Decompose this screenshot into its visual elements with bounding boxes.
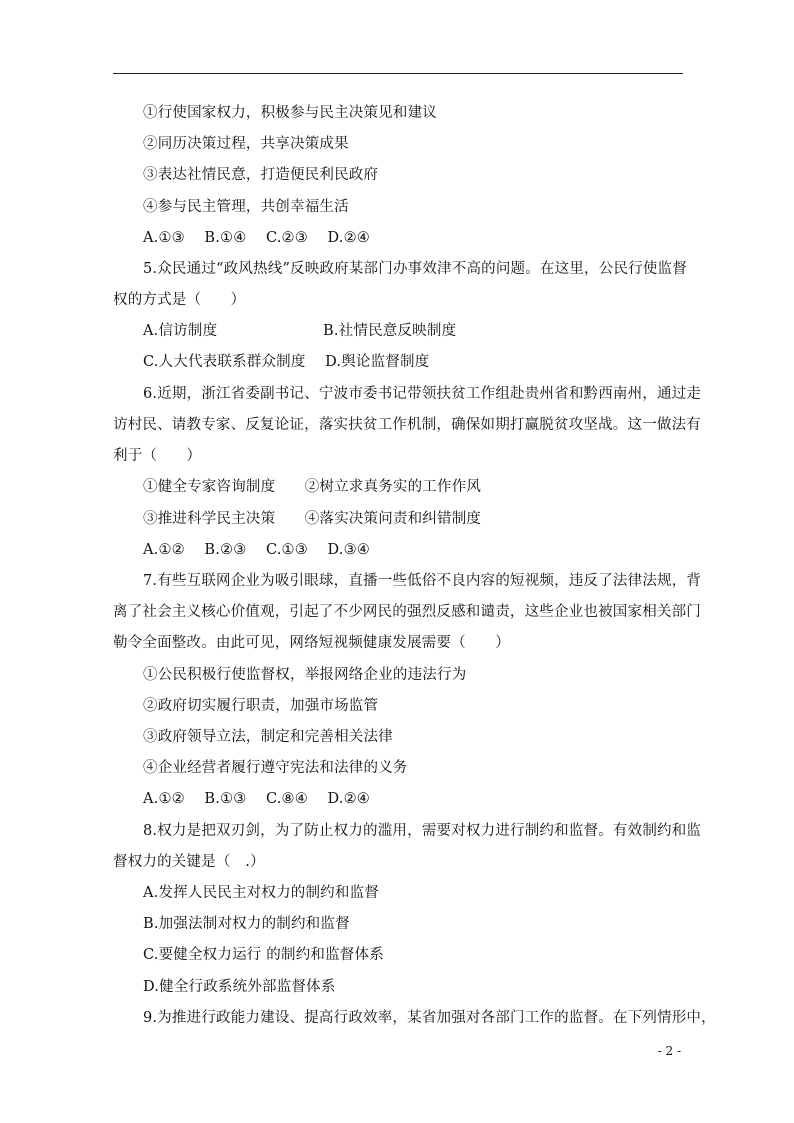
- q7-options: A.①② B.①③ C.⑧④ D.②④: [143, 791, 370, 807]
- q4-options: A.①③ B.①④ C.②③ D.②④: [143, 230, 370, 246]
- q8-option-b: B.加强法制对权力的制约和监督: [143, 916, 350, 932]
- q8-option-d: D.健全行政系统外部监督体系: [143, 979, 336, 995]
- q5-stem-line-1: 5.众民通过“政风热线”反映政府某部门办事效津不高的问题。在这里，公民行使监督: [143, 261, 687, 277]
- q4-item-1: ①行使国家权力，积极参与民主决策见和建议: [143, 105, 437, 121]
- q4-item-4: ④参与民主管理，共创幸福生活: [143, 199, 349, 215]
- q5-option-cd: C.人大代表联系群众制度 D.舆论监督制度: [143, 354, 430, 370]
- q8-option-c: C.要健全权力运行 的制约和监督体系: [143, 947, 384, 963]
- q5-option-b: B.社情民意反映制度: [323, 323, 457, 339]
- q7-stem-line-2: 离了社会主义核心价值观，引起了不少网民的强烈反感和谴责，这些企业也被国家相关部门: [113, 604, 701, 620]
- page-number: - 2 -: [657, 1044, 681, 1058]
- q9-stem-line-1: 9.为推进行政能力建设、提高行政效率，某省加强对各部门工作的监督。在下列情形中，: [143, 1010, 716, 1026]
- q7-stem-line-1: 7.有些互联网企业为吸引眼球，直播一些低俗不良内容的短视频，违反了法律法规，背: [143, 573, 702, 589]
- q6-items-line-2: ③推进科学民主决策 ④落实决策问责和纠错制度: [143, 511, 482, 527]
- q6-items-line-1: ①健全专家咨询制度 ②树立求真务实的工作作风: [143, 479, 482, 495]
- q8-option-a: A.发挥人民民主对权力的制约和监督: [143, 885, 379, 901]
- q5-stem-line-2: 权的方式是（ ）: [113, 292, 246, 308]
- q6-stem-line-2: 访村民、请教专家、反复论证，落实扶贫工作机制，确保如期打赢脱贫攻坚战。这一做法有: [113, 417, 701, 433]
- q7-stem-line-3: 勒令全面整改。由此可见，网络短视频健康发展需要（ ）: [113, 635, 510, 651]
- q6-options: A.①② B.②③ C.①③ D.③④: [143, 542, 370, 558]
- q5-option-a: A.信访制度: [143, 323, 218, 339]
- q7-item-3: ③政府领导立法，制定和完善相关法律: [143, 729, 393, 745]
- header-rule: [113, 73, 683, 74]
- q8-stem-line-1: 8.权力是把双刃剑，为了防止权力的滥用，需要对权力进行制约和监督。有效制约和监: [143, 823, 702, 839]
- q7-item-4: ④企业经营者履行遵守宪法和法律的义务: [143, 760, 408, 776]
- q8-stem-line-2: 督权力的关键是（ .）: [113, 854, 265, 870]
- q6-stem-line-3: 利于（ ）: [113, 448, 202, 464]
- q7-item-2: ②政府切实履行职责，加强市场监管: [143, 698, 379, 714]
- q4-item-3: ③表达社情民意，打造便民利民政府: [143, 167, 379, 183]
- q4-item-2: ②同历决策过程，共享决策成果: [143, 136, 349, 152]
- q7-item-1: ①公民积极行使监督权，举报网络企业的违法行为: [143, 667, 467, 683]
- q6-stem-line-1: 6.近期，浙江省委副书记、宁波市委书记带领扶贫工作组赴贵州省和黔西南州，通过走: [143, 386, 702, 402]
